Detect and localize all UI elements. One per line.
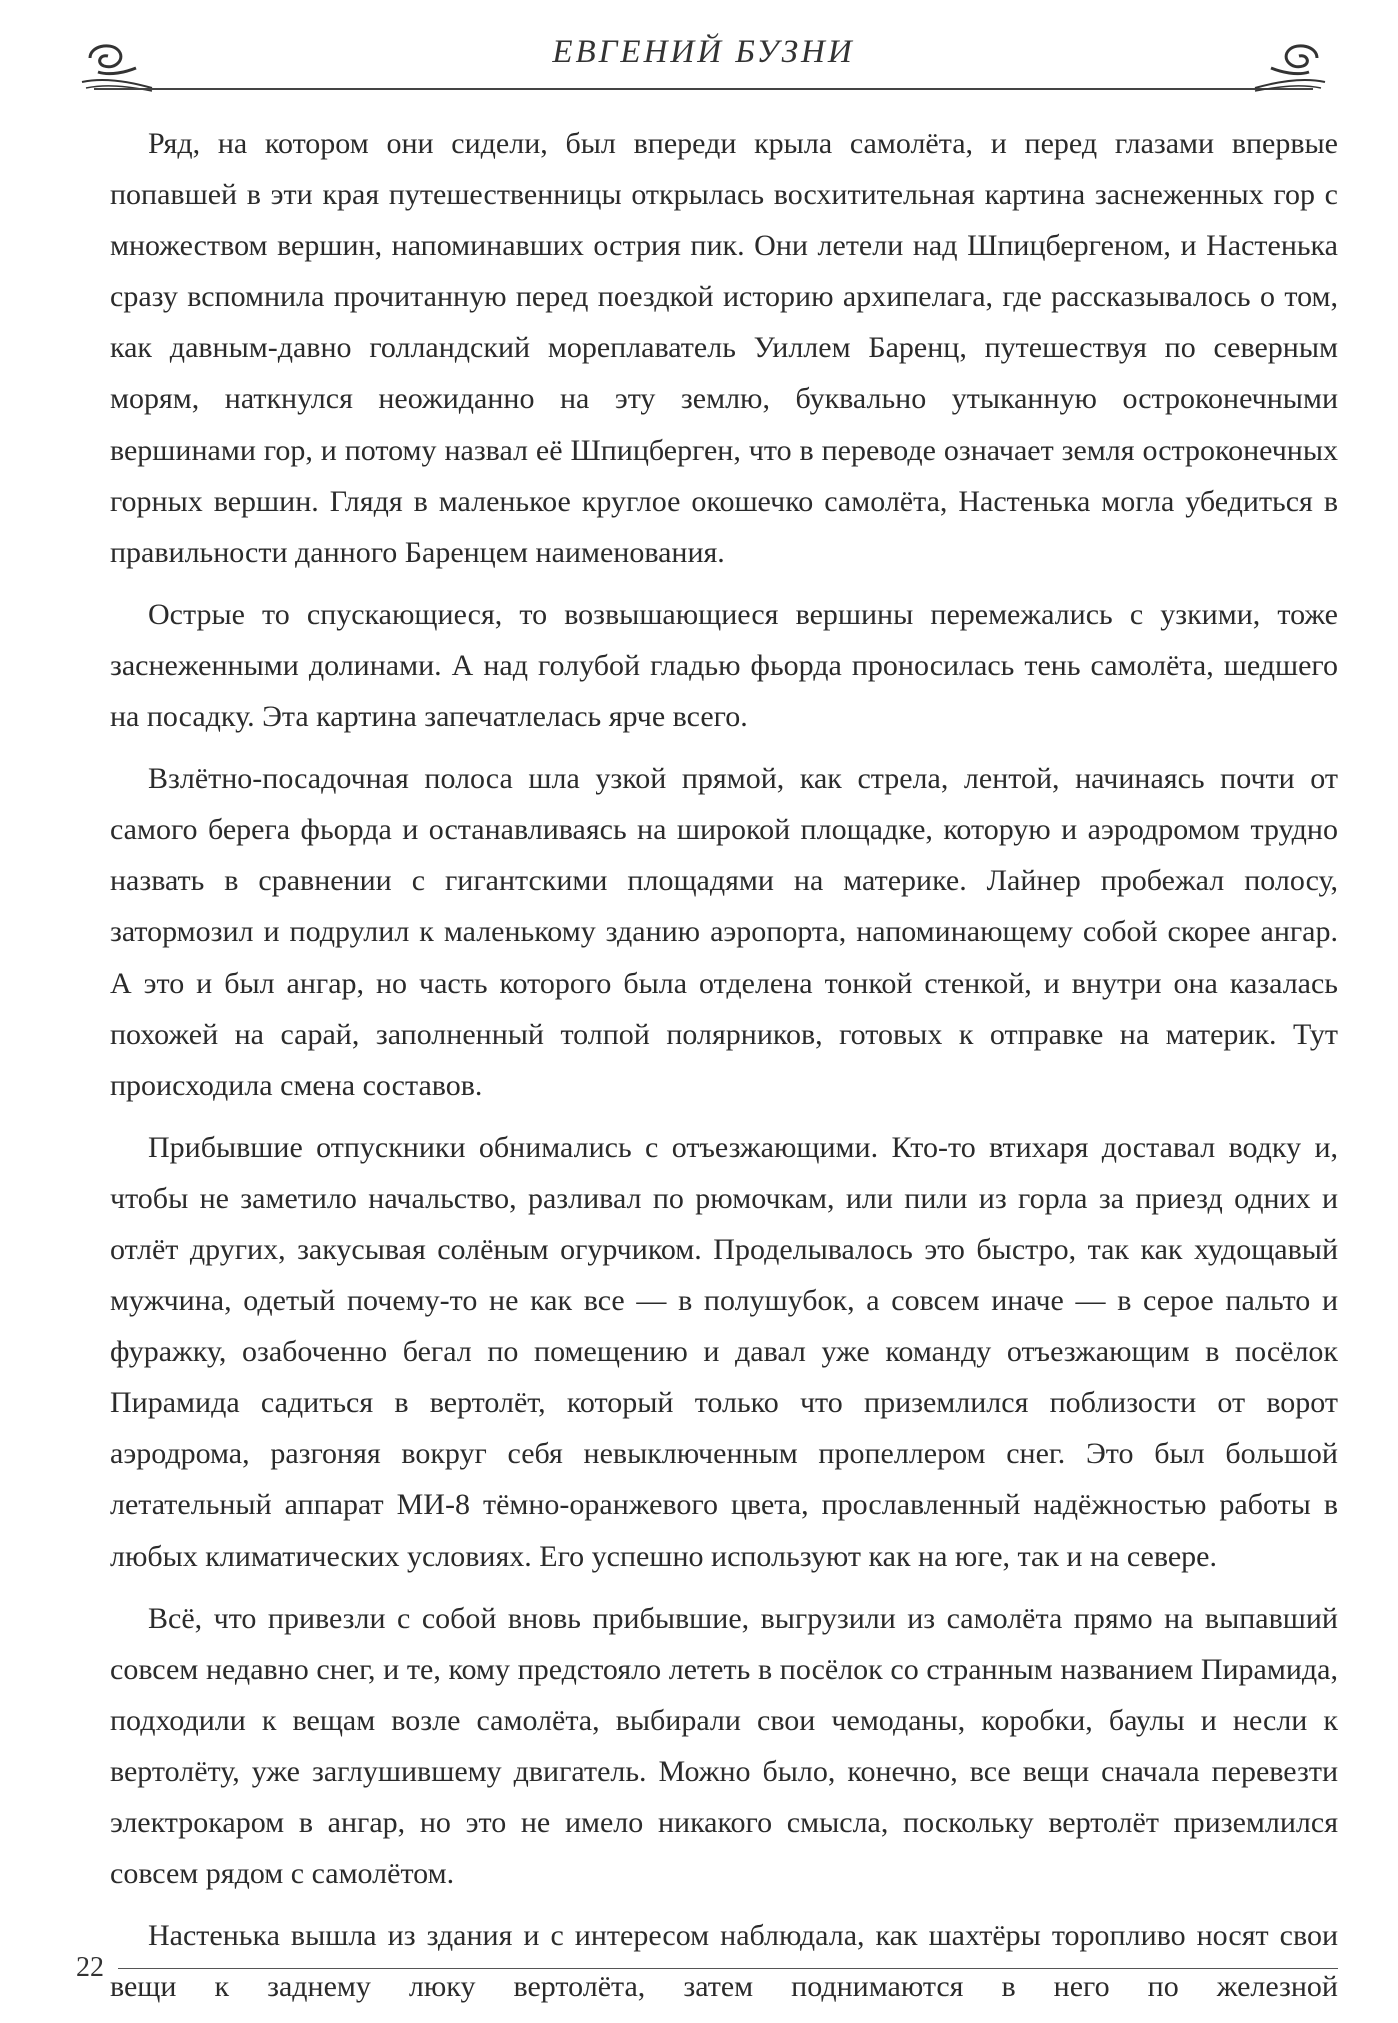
footer-rule (118, 1968, 1338, 1969)
paragraph: Всё, что привезли с собой вновь прибывшие, выгрузили из самолёта прямо на выпавший совсем недавно снег, и те, кому предстояло лететь в посёлок со странным названием Пирамида, подходили к вещам возле самолёта, выбирали свои чемоданы, коробки, баулы и несли к вертолёту, уже заглушившему двигатель. Можно было, конечно, все вещи сначала перевезти электрокаром в ангар, но это не имело никакого смысла, поскольку вертолёт приземлился совсем рядом с самолётом. (110, 1601, 1338, 1891)
running-header (76, 28, 1331, 94)
paragraph: Острые то спускающиеся, то возвышающиеся вершины перемежались с узкими, тоже заснеженными долинами. А над голубой гладью фьорда проносилась тень самолёта, шедшего на посадку. Эта картина запечатлелась ярче всего. (110, 597, 1338, 734)
paragraph: Настенька вышла из здания и с интересом наблюдала, как шахтёры торопливо носят свои вещи к заднему люку вертолёта, затем поднимаются в него по железной (110, 1919, 1338, 2004)
paragraph: Ряд, на котором они сидели, был впереди крыла самолёта, и перед глазами впервые попавшей в эти края путешественницы открылась восхитительная картина заснеженных гор с множеством вершин, напоминавших острия пик. Они летели над Шпицбергеном, и Настенька сразу вспомнила прочитанную перед поездкой историю архипелага, где рассказывалось о том, как давным-давно голландский мореплаватель Уиллем Баренц, путешествуя по северным морям, наткнулся неожиданно на эту землю, буквально утыканную остроконечными вершинами гор, и потому назвал её Шпицберген, что в переводе означает земля остроконечных горных вершин. Глядя в маленькое круглое окошечко самолёта, Настенька могла убедиться в правильности данного Баренцем наименования. (110, 127, 1338, 569)
header-title: ЕВГЕНИЙ БУЗНИ (552, 34, 855, 70)
page-footer (76, 1952, 1338, 1983)
paragraph: Взлётно-посадочная полоса шла узкой прямой, как стрела, лентой, начинаясь почти от самого берега фьорда и останавливаясь на широкой площадке, которую и аэродромом трудно назвать в сравнении с гигантскими площадями на материке. Лайнер пробежал полосу, затормозил и подрулил к маленькому зданию аэропорта, напоминающему собой скорее ангар. А это и был ангар, но часть которого была отделена тонкой стенкой, и внутри она казалась похожей на сарай, заполненный толпой полярников, готовых к отправке на материк. Тут происходила смена составов. (110, 762, 1338, 1102)
paragraph: Прибывшие отпускники обнимались с отъезжающими. Кто-то втихаря доставал водку и, чтобы не заметило начальство, разливал по рюмочкам, или пили из горла за приезд одних и отлёт других, закусывая солёным огурчиком. Проделывалось это быстро, так как худощавый мужчина, одетый почему-то не как все — в полушубок, а совсем иначе — в серое пальто и фуражку, озабоченно бегал по помещению и давал уже команду отъезжающим в посёлок Пирамида садиться в вертолёт, который только что приземлился поблизости от ворот аэродрома, разгоняя вокруг себя невыключенным пропеллером снег. Это был большой летательный аппарат МИ-8 тёмно-оранжевого цвета, прославленный надёжностью работы в любых климатических условиях. Его успешно используют как на юге, так и на севере. (110, 1130, 1338, 1573)
swirl-ornament-icon (1253, 36, 1331, 94)
page-body (110, 118, 1338, 2023)
header-rule (94, 88, 1313, 90)
page-number: 22 (76, 1952, 104, 1983)
